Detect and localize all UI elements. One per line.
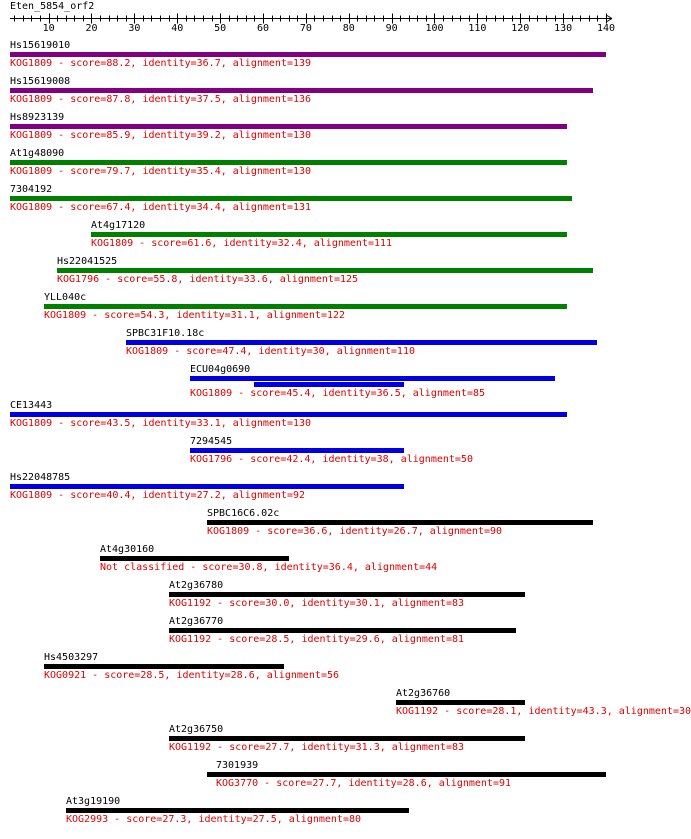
query-title: Eten_5854_orf2 xyxy=(10,1,95,12)
hit-info[interactable]: KOG0921 - score=28.5, identity=28.6, alignment=56 xyxy=(44,670,340,681)
scale-tick-label: 80 xyxy=(342,23,355,34)
hit-bar[interactable] xyxy=(44,304,567,309)
hit-bar[interactable] xyxy=(57,268,593,273)
hit-bar[interactable] xyxy=(10,124,567,129)
scale-tick-label: 130 xyxy=(554,23,573,34)
hit-name[interactable]: SPBC31F10.18c xyxy=(126,328,205,339)
hit-bar[interactable] xyxy=(10,88,593,93)
hit-info[interactable]: KOG1809 - score=61.6, identity=32.4, alignment=111 xyxy=(91,238,393,249)
hit-name[interactable]: 7304192 xyxy=(10,184,53,195)
hit-info[interactable]: KOG1809 - score=85.9, identity=39.2, alignment=130 xyxy=(10,130,312,141)
hit-bar[interactable] xyxy=(207,520,593,525)
hit-name[interactable]: Hs15619008 xyxy=(10,76,71,87)
scale-tick-label: 110 xyxy=(468,23,487,34)
hit-info[interactable]: KOG1809 - score=67.4, identity=34.4, alignment=131 xyxy=(10,202,312,213)
hit-bar[interactable] xyxy=(169,628,516,633)
hit-bar[interactable] xyxy=(396,700,525,705)
hit-info[interactable]: KOG1809 - score=36.6, identity=26.7, alignment=90 xyxy=(207,526,503,537)
hit-bar[interactable] xyxy=(10,196,572,201)
hit-name[interactable]: Hs22048785 xyxy=(10,472,71,483)
hit-name[interactable]: At3g19190 xyxy=(66,796,121,807)
hit-bar[interactable] xyxy=(10,160,567,165)
hit-bar[interactable] xyxy=(10,484,404,489)
hit-bar[interactable] xyxy=(169,592,525,597)
hit-name[interactable]: At4g17120 xyxy=(91,220,146,231)
hit-name[interactable]: Hs4503297 xyxy=(44,652,99,663)
hit-name[interactable]: 7301939 xyxy=(216,760,259,771)
scale-tick-label: 70 xyxy=(299,23,312,34)
hit-info[interactable]: KOG1192 - score=27.7, identity=31.3, alignment=83 xyxy=(169,742,465,753)
scale-tick-label: 120 xyxy=(511,23,530,34)
hit-info[interactable]: KOG1796 - score=42.4, identity=38, alignment=50 xyxy=(190,454,473,465)
hit-name[interactable]: At2g36750 xyxy=(169,724,224,735)
hit-name[interactable]: Hs8923139 xyxy=(10,112,65,123)
position-scale xyxy=(0,0,620,36)
hit-name[interactable]: At4g30160 xyxy=(100,544,155,555)
hit-name[interactable]: YLL040c xyxy=(44,292,87,303)
hit-name[interactable]: CE13443 xyxy=(10,400,53,411)
hit-name[interactable]: SPBC16C6.02c xyxy=(207,508,280,519)
hit-info[interactable]: KOG1809 - score=43.5, identity=33.1, alignment=130 xyxy=(10,418,312,429)
hit-name[interactable]: Hs22041525 xyxy=(57,256,118,267)
hit-name[interactable]: ECU04g0690 xyxy=(190,364,251,375)
hit-info[interactable]: KOG1809 - score=87.8, identity=37.5, alignment=136 xyxy=(10,94,312,105)
hit-name[interactable]: At2g36770 xyxy=(169,616,224,627)
scale-tick-label: 10 xyxy=(42,23,55,34)
scale-tick-label: 140 xyxy=(596,23,616,34)
hit-name[interactable]: At2g36780 xyxy=(169,580,224,591)
hit-info[interactable]: KOG3770 - score=27.7, identity=28.6, alignment=91 xyxy=(216,778,512,789)
scale-tick-label: 30 xyxy=(128,23,141,34)
hit-info[interactable]: KOG1809 - score=40.4, identity=27.2, alignment=92 xyxy=(10,490,306,501)
scale-tick-label: 90 xyxy=(385,23,398,34)
hit-info[interactable]: Not classified - score=30.8, identity=36.4, alignment=44 xyxy=(100,562,438,573)
hit-info[interactable]: KOG1809 - score=79.7, identity=35.4, alignment=130 xyxy=(10,166,312,177)
hit-bar[interactable] xyxy=(91,232,567,237)
hit-info[interactable]: KOG1192 - score=28.1, identity=43.3, alignment=30 xyxy=(396,706,691,717)
hit-bar[interactable] xyxy=(10,52,606,57)
hit-name[interactable]: At1g48090 xyxy=(10,148,65,159)
scale-tick-label: 100 xyxy=(425,23,444,34)
hit-bar[interactable] xyxy=(66,808,409,813)
hit-info[interactable]: KOG1809 - score=54.3, identity=31.1, alignment=122 xyxy=(44,310,346,321)
hit-bar[interactable] xyxy=(10,412,567,417)
hit-bar[interactable] xyxy=(190,376,555,381)
hit-bar[interactable] xyxy=(169,736,525,741)
scale-tick-label: 60 xyxy=(256,23,270,34)
hit-info[interactable]: KOG1809 - score=88.2, identity=36.7, alignment=139 xyxy=(10,58,312,69)
hit-bar[interactable] xyxy=(254,382,404,387)
hit-bar[interactable] xyxy=(126,340,597,345)
hit-info[interactable]: KOG1192 - score=30.0, identity=30.1, alignment=83 xyxy=(169,598,465,609)
hit-bar[interactable] xyxy=(100,556,289,561)
hit-name[interactable]: 7294545 xyxy=(190,436,233,447)
hit-name[interactable]: Hs15619010 xyxy=(10,40,71,51)
hit-bar[interactable] xyxy=(207,772,606,777)
hit-info[interactable]: KOG1809 - score=45.4, identity=36.5, alignment=85 xyxy=(190,388,486,399)
scale-tick-label: 40 xyxy=(171,23,184,34)
hit-info[interactable]: KOG1192 - score=28.5, identity=29.6, alignment=81 xyxy=(169,634,465,645)
hit-info[interactable]: KOG1796 - score=55.8, identity=33.6, alignment=125 xyxy=(57,274,359,285)
hit-info[interactable]: KOG1809 - score=47.4, identity=30, alignment=110 xyxy=(126,346,415,357)
scale-tick-label: 20 xyxy=(85,23,98,34)
scale-tick-label: 50 xyxy=(214,23,227,34)
hit-bar[interactable] xyxy=(190,448,404,453)
hit-name[interactable]: At2g36760 xyxy=(396,688,451,699)
hit-info[interactable]: KOG2993 - score=27.3, identity=27.5, alignment=80 xyxy=(66,814,362,825)
hit-bar[interactable] xyxy=(44,664,284,669)
